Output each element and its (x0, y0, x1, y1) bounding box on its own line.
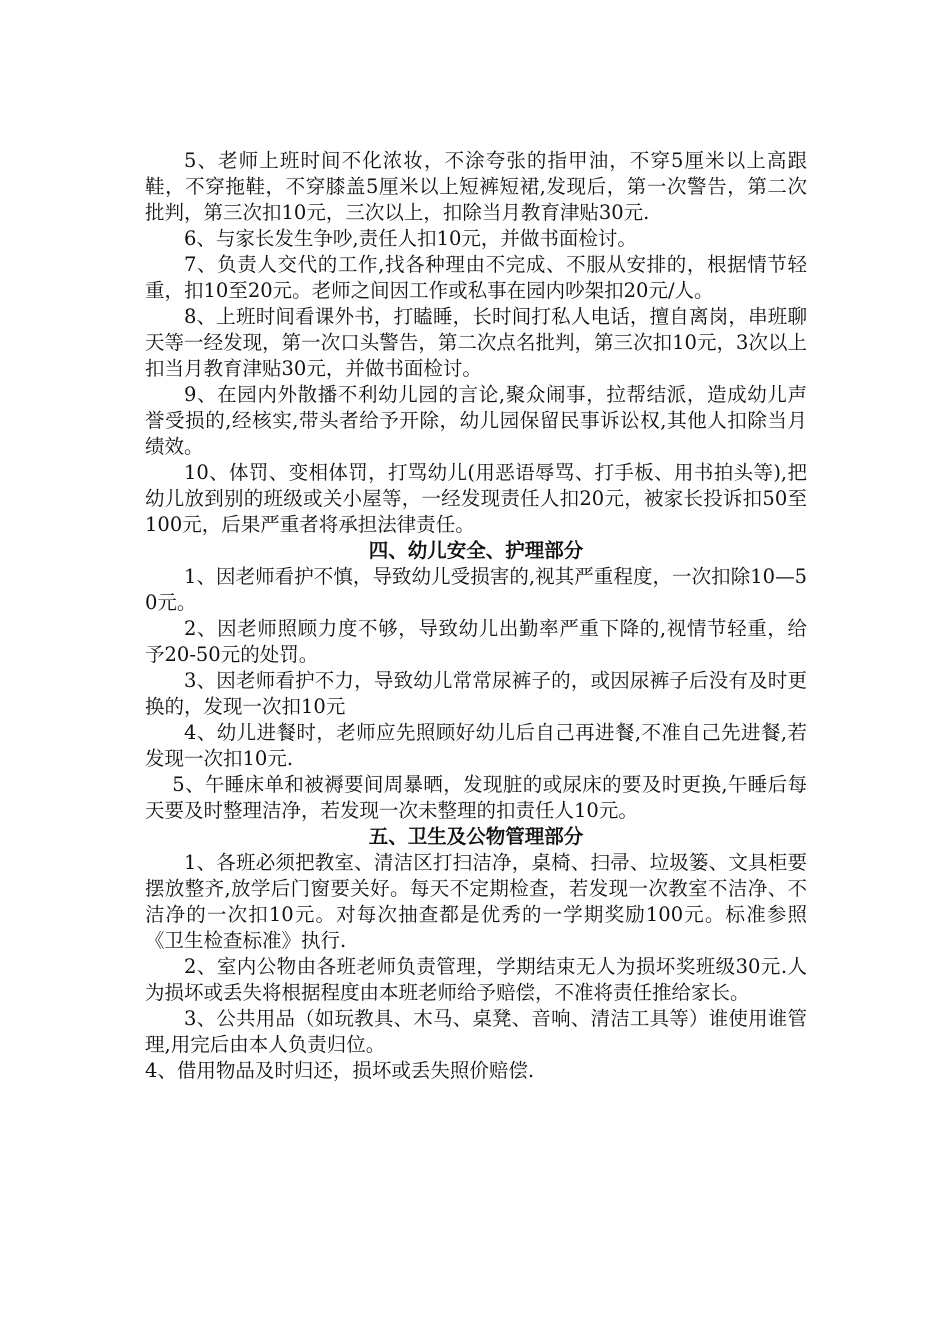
paragraph-rule-9: 9、在园内外散播不利幼儿园的言论,聚众闹事，拉帮结派，造成幼儿声誉受损的,经核实,带头者给予开除，幼儿园保留民事诉讼权,其他人扣除当月绩效。 (145, 383, 807, 458)
paragraph-hygiene-3: 3、公共用品（如玩教具、木马、桌凳、音响、清洁工具等）谁使用谁管理,用完后由本人负责归位。 (145, 1007, 807, 1056)
paragraph-safety-4: 4、幼儿进餐时，老师应先照顾好幼儿后自己再进餐,不准自己先进餐,若发现一次扣10元. (145, 721, 807, 770)
paragraph-hygiene-4: 4、借用物品及时归还，损坏或丢失照价赔偿. (145, 1059, 535, 1082)
paragraph-safety-5: 5、午睡床单和被褥要间周暴晒，发现脏的或尿床的要及时更换,午睡后每天要及时整理洁净，若发现一次未整理的扣责任人10元。 (145, 773, 807, 822)
paragraph-hygiene-2: 2、室内公物由各班老师负责管理，学期结束无人为损坏奖班级30元.人为损坏或丢失将根据程度由本班老师给予赔偿，不准将责任推给家长。 (145, 955, 807, 1004)
section-heading-child-safety: 四、幼儿安全、护理部分 (368, 539, 584, 562)
section-heading-hygiene: 五、卫生及公物管理部分 (368, 825, 584, 848)
paragraph-safety-1: 1、因老师看护不慎，导致幼儿受损害的,视其严重程度，一次扣除10—50元。 (145, 565, 807, 614)
paragraph-hygiene-1: 1、各班必须把教室、清洁区打扫洁净，桌椅、扫帚、垃圾篓、文具柜要摆放整齐,放学后门窗要关好。每天不定期检查，若发现一次教室不洁净、不洁净的一次扣10元。对每次抽查都是优秀的一学期奖励100元。标准参照《卫生检查标准》执行. (145, 851, 807, 952)
paragraph-rule-10: 10、体罚、变相体罚，打骂幼儿(用恶语辱骂、打手板、用书拍头等),把幼儿放到别的班级或关小屋等，一经发现责任人扣20元，被家长投诉扣50至100元，后果严重者将承担法律责任。 (145, 461, 807, 536)
paragraph-safety-2: 2、因老师照顾力度不够，导致幼儿出勤率严重下降的,视情节轻重，给予20-50元的处罚。 (145, 617, 807, 666)
paragraph-rule-7: 7、负责人交代的工作,找各种理由不完成、不服从安排的，根据情节轻重，扣10至20元。老师之间因工作或私事在园内吵架扣20元/人。 (145, 253, 807, 302)
paragraph-rule-6: 6、与家长发生争吵,责任人扣10元，并做书面检讨。 (184, 227, 637, 250)
paragraph-rule-5: 5、老师上班时间不化浓妆，不涂夸张的指甲油，不穿5厘米以上高跟鞋，不穿拖鞋，不穿膝盖5厘米以上短裤短裙,发现后，第一次警告，第二次批判，第三次扣10元，三次以上，扣除当月教育津贴30元. (145, 149, 807, 224)
paragraph-safety-3: 3、因老师看护不力，导致幼儿常常尿裤子的，或因尿裤子后没有及时更换的，发现一次扣10元 (145, 669, 807, 718)
document-page (145, 148, 807, 1084)
paragraph-rule-8: 8、上班时间看课外书，打瞌睡，长时间打私人电话，擅自离岗，串班聊天等一经发现，第一次口头警告，第二次点名批判，第三次扣10元，3次以上扣当月教育津贴30元，并做书面检讨。 (145, 305, 807, 380)
